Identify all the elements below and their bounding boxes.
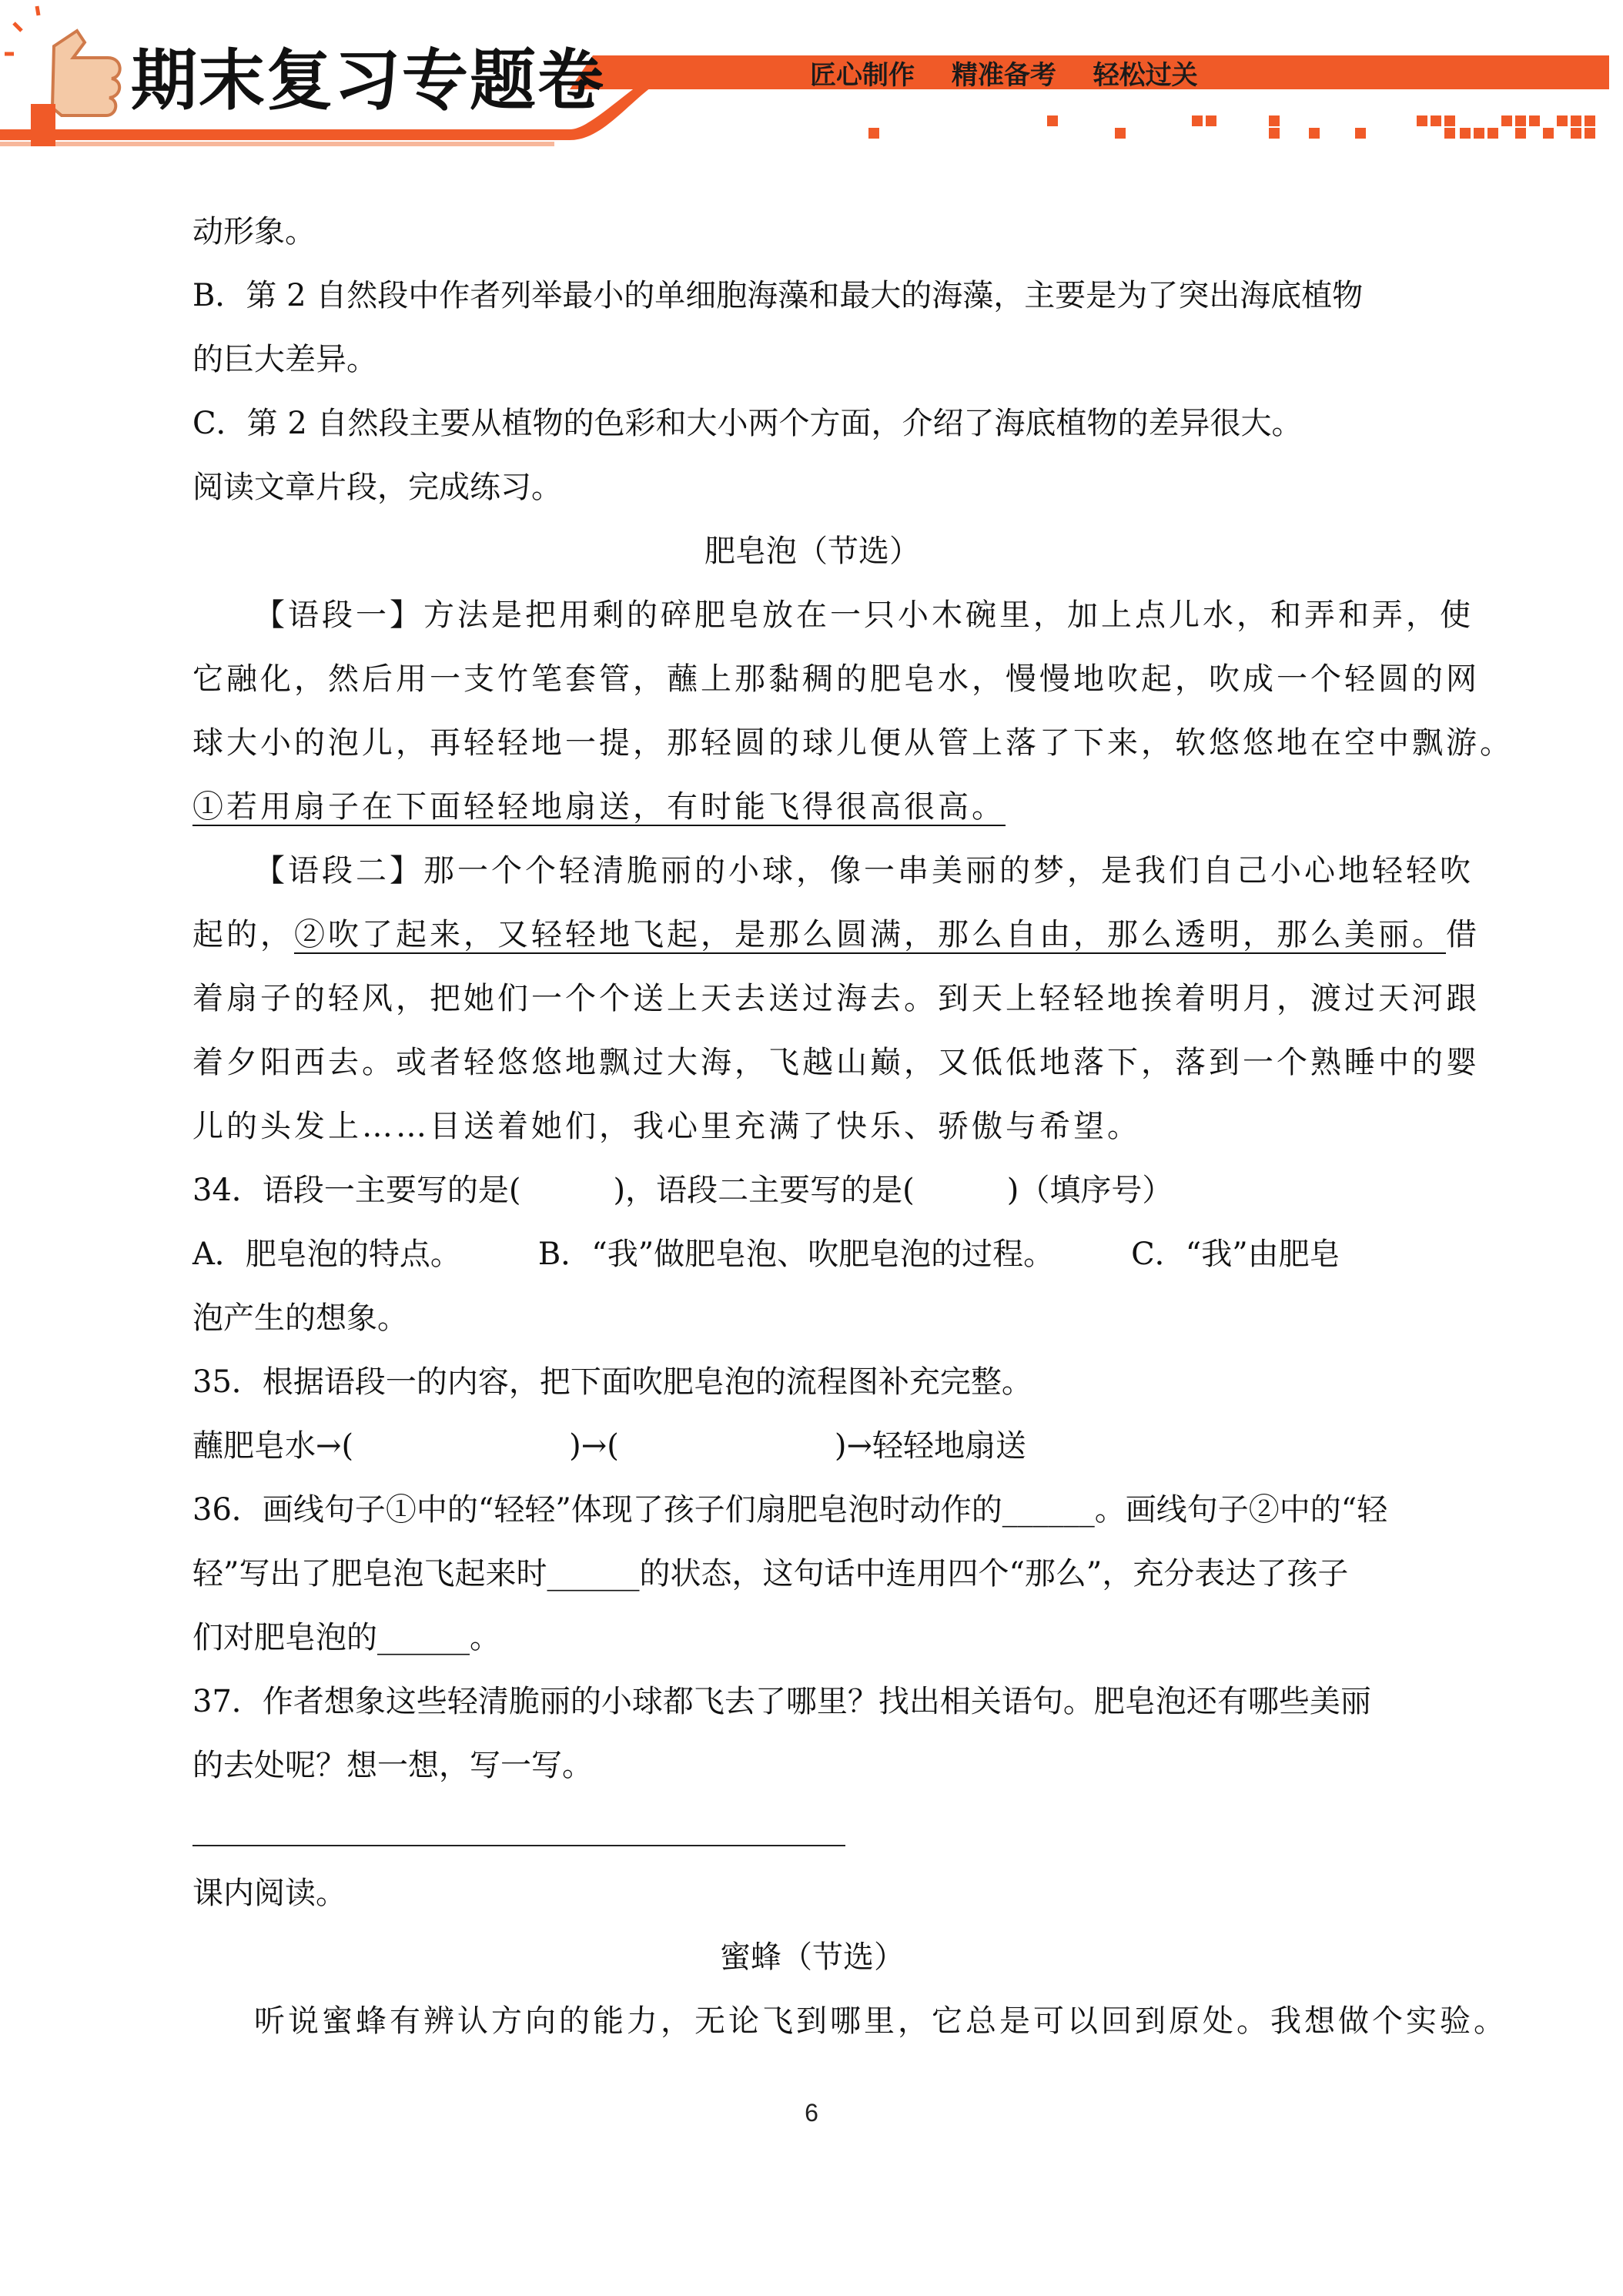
question-34: 34．语段一主要写的是( )，语段二主要写的是( )（填序号） — [192, 1173, 1173, 1208]
slogan-1: 匠心制作 — [810, 60, 915, 91]
question-35-flow: 蘸肥皂水→( )→( )→轻轻地扇送 — [192, 1428, 1026, 1464]
option-b-line1: B．第 2 自然段中作者列举最小的单细胞海藻和最大的海藻，主要是为了突出海底植物 — [192, 278, 1364, 313]
question-36-line3: 们对肥皂泡的______。 — [192, 1620, 500, 1655]
header-title: 期末复习专题卷 — [131, 42, 605, 119]
passage-seg1-line2: 它融化，然后用一支竹笔套管，蘸上那黏稠的肥皂水，慢慢地吹起，吹成一个轻圆的网 — [192, 661, 1480, 697]
passage-seg2-line3: 着扇子的轻风，把她们一个个送上天去送过海去。到天上轻轻地挨着明月，渡过天河跟 — [192, 981, 1480, 1016]
page-number: 6 — [805, 2099, 818, 2127]
option-b-line2: 的巨大差异。 — [192, 342, 377, 377]
passage-seg2-line1: 【语段二】那一个个轻清脆丽的小球，像一串美丽的梦，是我们自己小心地轻轻吹 — [254, 853, 1474, 889]
page-header — [0, 0, 1623, 154]
text-span: 借 — [1446, 917, 1480, 952]
underlined-sentence-2: ②吹了起来，又轻轻地飞起，是那么圆满，那么自由，那么透明，那么美丽。 — [294, 917, 1446, 952]
reading2-title: 蜜蜂（节选） — [720, 1940, 905, 1975]
question-34-options: A．肥皂泡的特点。 B．“我”做肥皂泡、吹肥皂泡的过程。 C．“我”由肥皂 — [192, 1237, 1340, 1272]
thumbs-up-icon — [5, 6, 120, 146]
passage-seg2-line2 — [192, 903, 1480, 967]
question-34-options-cont: 泡产生的想象。 — [192, 1300, 408, 1336]
reading2-intro: 课内阅读。 — [192, 1876, 346, 1911]
slogan-2: 精准备考 — [951, 60, 1056, 91]
question-35: 35．根据语段一的内容，把下面吹肥皂泡的流程图补充完整。 — [192, 1364, 1032, 1400]
underlined-sentence-1: ①若用扇子在下面轻轻地扇送，有时能飞得很高很高。 — [192, 789, 1006, 825]
reading2-paragraph: 听说蜜蜂有辨认方向的能力，无论飞到哪里，它总是可以回到原处。我想做个实验。 — [254, 2003, 1508, 2039]
question-36-line1: 36．画线句子①中的“轻轻”体现了孩子们扇肥皂泡时动作的______。画线句子②中的“轻 — [192, 1492, 1388, 1528]
text-span: 起的， — [192, 917, 294, 952]
answer-line[interactable] — [192, 1845, 845, 1846]
spacer — [192, 1798, 1432, 1862]
question-36-line2: 轻”写出了肥皂泡飞起来时______的状态，这句话中连用四个“那么”，充分表达了孩子 — [192, 1556, 1349, 1591]
text-line: 动形象。 — [192, 214, 316, 249]
option-c: C．第 2 自然段主要从植物的色彩和大小两个方面，介绍了海底植物的差异很大。 — [192, 406, 1303, 441]
passage-seg2-line5: 儿的头发上……目送着她们，我心里充满了快乐、骄傲与希望。 — [192, 1109, 1141, 1144]
reading-instruction: 阅读文章片段，完成练习。 — [192, 470, 562, 505]
question-37-line2: 的去处呢？想一想，写一写。 — [192, 1748, 593, 1783]
question-37-line1: 37．作者想象这些轻清脆丽的小球都飞去了哪里？找出相关语句。肥皂泡还有哪些美丽 — [192, 1684, 1371, 1719]
decorative-squares — [868, 115, 1595, 139]
page-content — [192, 200, 1514, 2053]
passage-title: 肥皂泡（节选） — [704, 534, 920, 569]
slogan-3: 轻松过关 — [1093, 60, 1198, 91]
passage-seg1-line3: 球大小的泡儿，再轻轻地一提，那轻圆的球儿便从管上落了下来，软悠悠地在空中飘游。 — [192, 725, 1514, 761]
passage-seg1-line1: 【语段一】方法是把用剩的碎肥皂放在一只小木碗里，加上点儿水，和弄和弄，使 — [254, 597, 1474, 633]
passage-seg2-line4: 着夕阳西去。或者轻悠悠地飘过大海，飞越山巅，又低低地落下，落到一个熟睡中的婴 — [192, 1045, 1480, 1080]
passage-seg1-line4 — [192, 775, 1432, 839]
header-slogan — [810, 54, 1226, 92]
